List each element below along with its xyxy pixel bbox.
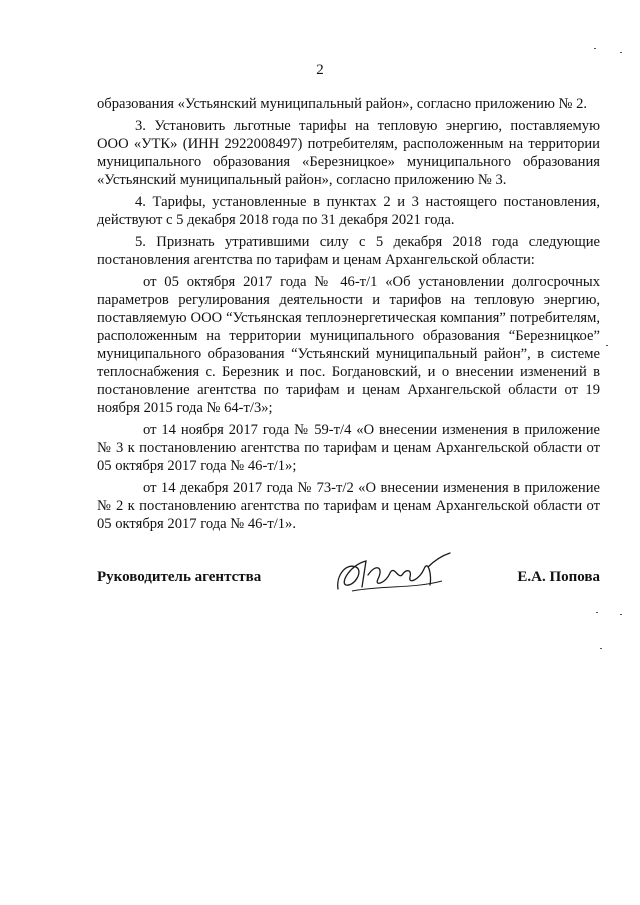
page-number: 2 bbox=[316, 62, 324, 78]
scan-speck bbox=[620, 52, 622, 53]
paragraph-repealed-73-t2: от 14 декабря 2017 года № 73-т/2 «О внесении изменения в приложение № 2 к постановлению агентства по тарифам и ценам Архангельской области от 05 октября 2017 года № 46-т/1». bbox=[97, 480, 600, 532]
signatory-name: Е.А. Попова bbox=[517, 569, 600, 585]
paragraph-item-3: 3. Установить льготные тарифы на тепловую энергию, поставляемую ООО «УТК» (ИНН 2922008497) потребителям, расположенным на территории муниципального образования «Березницкое» муниципального образования «Устьянский муниципальный район», согласно приложению № 3. bbox=[97, 118, 600, 188]
paragraph-repealed-59-t4: от 14 ноября 2017 года № 59-т/4 «О внесении изменения в приложение № 3 к постановлению агентства по тарифам и ценам Архангельской области от 05 октября 2017 года № 46-т/1»; bbox=[97, 422, 600, 474]
signatory-title: Руководитель агентства bbox=[97, 569, 262, 585]
scan-speck bbox=[606, 345, 608, 346]
paragraph-repealed-46-t1: от 05 октября 2017 года № 46-т/1 «Об установлении долгосрочных параметров регулирования деятельности и тарифов на тепловую энергию, поставляемую ООО “Устьянская теплоэнергетическая компания” потребителям, расположенным на территории муниципального образования “Березницкое” муниципального образования “Устьянский муниципальный район”, в системе теплоснабжения с. Березник и пос. Богдановский, и о внесении изменений в постановление агентства по тарифам и ценам Архангельской области от 19 ноября 2015 года № 64-т/3»; bbox=[97, 274, 600, 416]
paragraph-item-5: 5. Признать утратившими силу с 5 декабря 2018 года следующие постановления агентства по тарифам и ценам Архангельской области: bbox=[97, 234, 600, 268]
paragraph-item-4: 4. Тарифы, установленные в пунктах 2 и 3 настоящего постановления, действуют с 5 декабря 2018 года по 31 декабря 2021 года. bbox=[97, 194, 600, 228]
signature-block bbox=[97, 545, 600, 605]
paragraph-continuation: образования «Устьянский муниципальный район», согласно приложению № 2. bbox=[97, 96, 588, 112]
scan-speck bbox=[620, 614, 622, 615]
scan-speck bbox=[596, 612, 598, 613]
document-body bbox=[97, 95, 600, 537]
scan-speck bbox=[600, 648, 602, 649]
scan-speck bbox=[594, 48, 596, 49]
handwritten-signature bbox=[332, 545, 462, 600]
